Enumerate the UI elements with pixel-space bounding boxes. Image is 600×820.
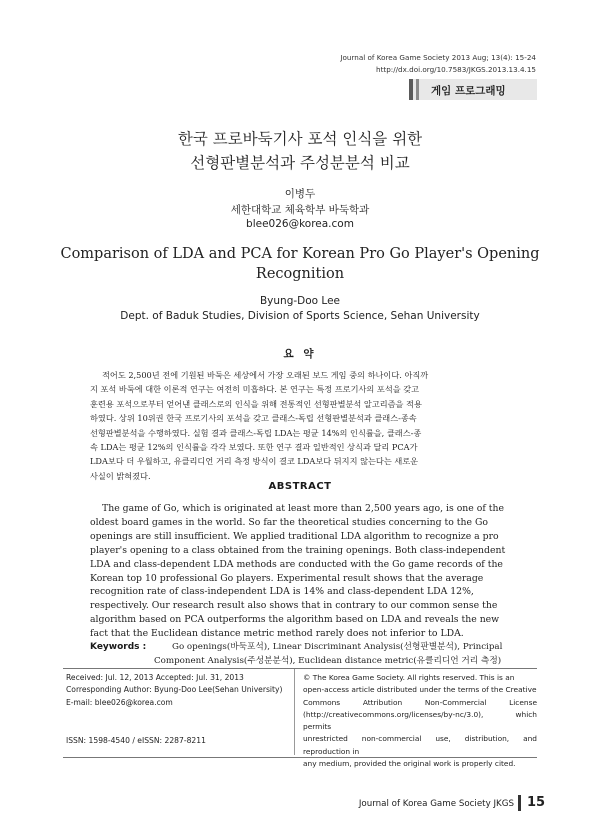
abstract-en-body [90,502,510,641]
abstract-ko-line: 훈련용 포석으로부터 얻어낸 클래스로의 인식을 위해 전통적인 선형판별분석 알고리즘을 적용 [90,398,422,409]
section-label-box [409,79,537,100]
keywords-text [154,640,517,668]
abstract-en-heading: ABSTRACT [268,481,332,492]
author-ko-affiliation: 세한대학교 체육학부 바둑학과 [230,204,370,216]
abstract-ko-heading: 요 약 [283,348,317,360]
license-line: (http://creativecommons.org/licenses/by-nc/3.0), which permits [303,709,537,732]
abstract-en-line: algorithm based on PCA outperforms the algorithm based on LDA and reveals the new [90,614,500,626]
author-en-name: Byung-Doo Lee [259,295,341,307]
abstract-en-line: respectively. Our research result also shows that in contrary to our common sense the [90,600,498,612]
journal-citation: Journal of Korea Game Society 2013 Aug; 13(4): 15-24 [340,53,536,62]
license-line: any medium, provided the original work is properly cited. [303,759,516,769]
abstract-ko-line: 적어도 2,500년 전에 기원된 바둑은 세상에서 가장 오래된 보드 게임 중의 하나이다. 아직까 [102,370,429,380]
abstract-en-line: oldest board games in the world. So far the theoretical studies concerning to the Go [90,516,488,528]
abstract-en-line: player's opening to a class obtained from the training openings. Both class-independent [90,544,506,556]
keywords-label: Keywords : [90,642,147,652]
license-line: Commons Attribution Non-Commercial License [303,697,537,707]
abstract-ko-line: 선형판별분석을 수행하였다. 실험 결과 클래스-독립 LDA는 평균 14%의 인식률을, 클래스-종 [90,427,422,438]
abstract-ko-line: 속 LDA는 평균 12%의 인식률을 각각 보였다. 또한 연구 결과 일반적인 상식과 달리 PCA가 [90,442,418,453]
abstract-ko-line: 사실이 밝혀졌다. [90,470,151,481]
corresponding-author: Corresponding Author: Byung-Doo Lee(Sehan University) [66,685,283,695]
abstract-en-line: fact that the Euclidean distance metric method rarely does not inferior to LDA. [90,628,464,640]
received-date: Received: Jul. 12, 2013 Accepted: Jul. 31, 2013 [66,673,244,682]
footer-bar [518,795,521,811]
abstract-en-line: LDA and class-dependent LDA methods are conducted with the Go game records of the [90,558,503,570]
author-en-affiliation: Dept. of Baduk Studies, Division of Sports Science, Sehan University [120,310,480,322]
section-bar-light [416,79,419,100]
meta-divider [294,669,295,755]
page-number: 15 [527,795,546,810]
title-ko-line1: 한국 프로바둑기사 포석 인식을 위한 [177,130,423,148]
meta-left [66,672,288,709]
abstract-en-line: recognition rate of class-independent LDA is 14% and class-dependent LDA 12%, [90,586,474,598]
keywords-line1: Go openings(바둑포석), Linear Discriminant Analysis(선형판별분석), Principal [172,642,503,652]
author-ko-name: 이병두 [284,188,316,200]
author-ko-email: blee026@korea.com [246,218,354,230]
keywords-line2: Component Analysis(주성분분석), Euclidean distance metric(유클리디언 거리 측정) [154,656,502,666]
meta-top-rule [63,668,537,669]
license-line: © The Korea Game Society. All rights reserved. This is an [303,673,515,682]
title-ko-line2: 선형판별분석과 주성분분석 비교 [190,154,410,172]
abstract-en-line: The game of Go, which is originated at least more than 2,500 years ago, is one of the [102,503,504,514]
license-line: open-access article distributed under the terms of the Creative [303,685,537,695]
abstract-ko-line: LDA보다 더 우월하고, 유클리디언 거리 측정 방식이 결코 LDA보다 뒤지지 않는다는 새로운 [90,456,419,467]
issn: ISSN: 1598-4540 / eISSN: 2287-8211 [66,736,206,745]
abstract-en-line: openings are still insufficient. We applied traditional LDA algorithm to recognize a pro [90,530,499,542]
abstract-ko-line: 지 포석 바둑에 대한 이론적 연구는 여전히 미흡하다. 본 연구는 특정 프로기사의 포석을 갖고 [90,384,420,395]
meta-bottom-rule [63,757,537,758]
abstract-en-line: Korean top 10 professional Go players. Experimental result shows that the average [90,572,484,584]
title-en-line2: Recognition [255,266,345,282]
abstract-ko-body [90,368,510,483]
title-en-line1: Comparison of LDA and PCA for Korean Pro Go Player's Opening [60,246,540,262]
journal-doi: http://dx.doi.org/10.7583/JKGS.2013.13.4.15 [376,65,536,74]
author-email: E-mail: blee026@korea.com [66,697,173,707]
license-line: unrestricted non-commercial use, distribution, and reproduction in [303,734,537,756]
footer-journal: Journal of Korea Game Society JKGS [358,799,514,809]
section-bar-dark [409,79,413,100]
license-text [303,672,537,770]
section-label: 게임 프로그래밍 [431,85,506,97]
abstract-ko-line: 하였다. 상위 10위권 한국 프로기사의 포석을 갖고 클래스-독립 선형판별분석과 클래스-종속 [90,413,417,424]
